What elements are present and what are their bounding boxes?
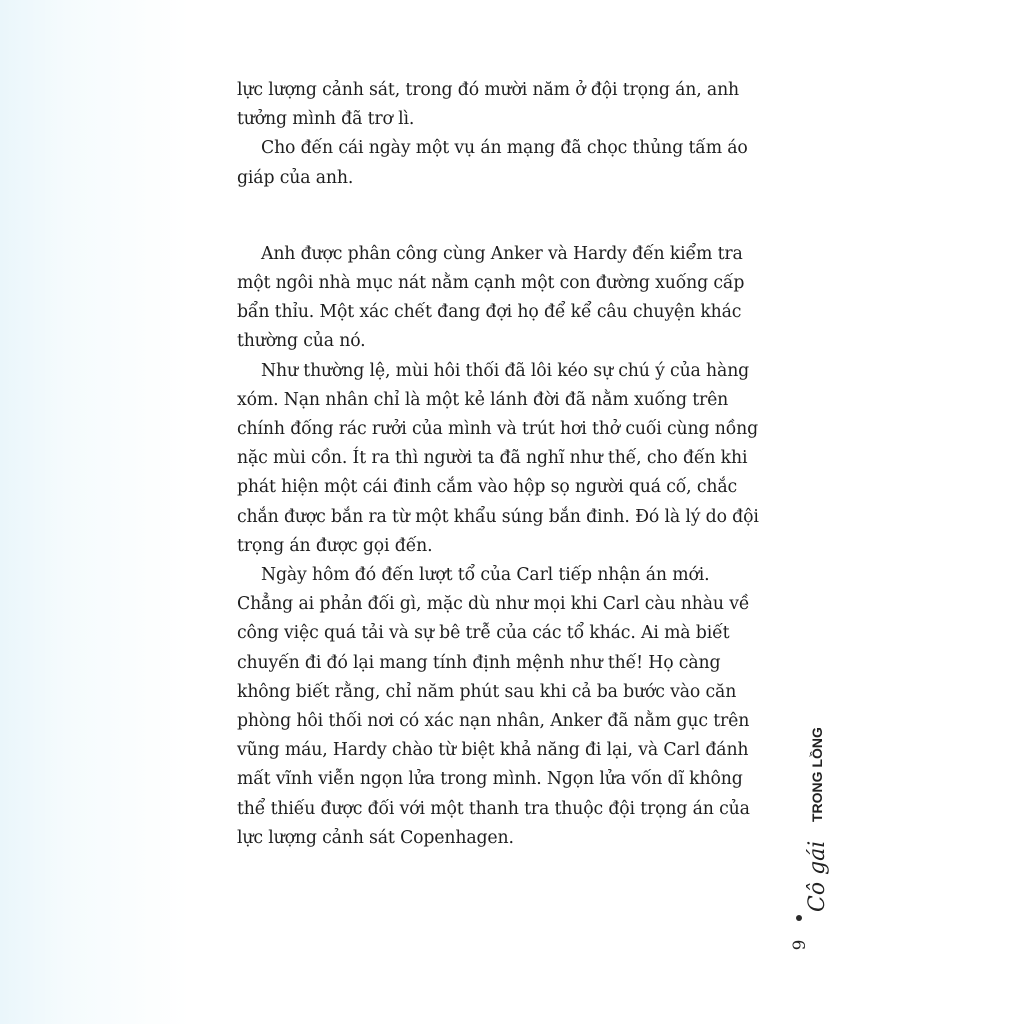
paragraph: Như thường lệ, mùi hôi thối đã lôi kéo sự chú ý của hàng xóm. Nạn nhân chỉ là một kẻ lánh đời đã nằm xuống trên chính đống rác rưởi của mình và trút hơi thở cuối cùng nồng nặc mùi cồn. Ít ra thì người ta đã nghĩ như thế, cho đến khi phát hiện một cái đinh cắm vào hộp sọ người quá cố, chắc chắn được bắn ra từ một khẩu súng bắn đinh. Đó là lý do đội trọng án được gọi đến.	[237, 360, 759, 556]
running-title	[794, 712, 834, 932]
body-text	[237, 76, 767, 853]
paragraph: Cho đến cái ngày một vụ án mạng đã chọc thủng tấm áo giáp của anh.	[237, 138, 748, 188]
running-title-caps: TRONG LỒNG	[809, 727, 825, 822]
running-title-script: Cô gái	[805, 840, 830, 912]
scanned-page-edge	[0, 0, 190, 1024]
paragraph-section-start: Anh được phân công cùng Anker và Hardy đến kiểm tra một ngôi nhà mục nát nằm cạnh một con đường xuống cấp bẩn thỉu. Một xác chết đang đợi họ để kể câu chuyện khác thường của nó.	[237, 243, 745, 352]
paragraph: Ngày hôm đó đến lượt tổ của Carl tiếp nhận án mới. Chẳng ai phản đối gì, mặc dù như mọi khi Carl càu nhàu về công việc quá tải và sự bê trễ của các tổ khác. Ai mà biết chuyến đi đó lại mang tính định mệnh như thế! Họ càng không biết rằng, chỉ năm phút sau khi cả ba bước vào căn phòng hôi thối nơi có xác nạn nhân, Anker đã nằm gục trên vũng máu, Hardy chào từ biệt khả năng đi lại, và Carl đánh mất vĩnh viễn ngọn lửa trong mình. Ngọn lửa vốn dĩ không thể thiếu được đối với một thanh tra thuộc đội trọng án của lực lượng cảnh sát Copenhagen.	[237, 565, 750, 848]
bullet-dot	[796, 915, 802, 921]
page-number: 9	[790, 939, 810, 951]
paragraph-continued: lực lượng cảnh sát, trong đó mười năm ở đội trọng án, anh tưởng mình đã trơ lì.	[237, 80, 740, 130]
